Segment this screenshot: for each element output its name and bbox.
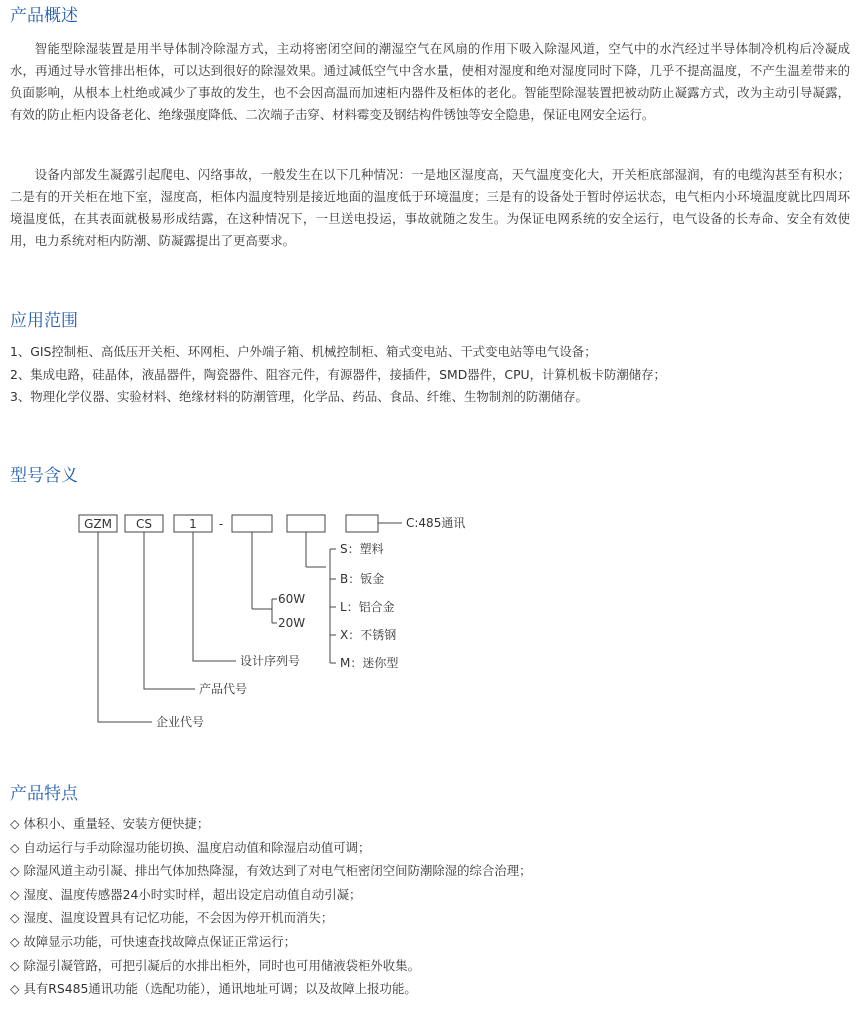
product-leader <box>144 532 195 689</box>
series-leader <box>193 532 236 661</box>
dash-separator: - <box>218 517 224 531</box>
model-heading: 型号含义 <box>10 466 78 486</box>
material-option-s: S：塑料 <box>340 542 384 556</box>
list-item: 1、GIS控制柜、高低压开关柜、环网柜、户外端子箱、机械控制柜、箱式变电站、干式变电站等电气设备； <box>10 344 597 359</box>
power-bracket <box>272 599 277 623</box>
material-option-m: M：迷你型 <box>340 656 399 670</box>
list-item: ◇ 湿度、温度传感器24小时实时样，超出设定启动值自动引凝； <box>10 886 362 902</box>
power-option-60w: 60W <box>278 592 306 606</box>
overview-paragraph-1: 智能型除湿装置是用半导体制冷除湿方式，主动将密闭空间的潮湿空气在风扇的作用下吸入除湿风道，空气中的水汽经过半导体制冷机构后冷凝成水，再通过导水管排出柜体，可以达到很好的除湿效果。通过减低空气中含水量，使相对湿度和绝对湿度同时下降，几乎不提高温度，不产生温差带来的负面影响，从根本上杜绝或减少了事故的发生，也不会因高温而加速柜内器件及柜体的老化。智能型除湿装置把被动防止凝露方式，改为主动引导凝露，有效的防止柜内设备老化、绝缘强度降低、二次端子击穿、材料霉变及钢结构件锈蚀等安全隐患，保证电网安全运行。 <box>10 41 850 122</box>
overview-heading: 产品概述 <box>10 6 78 26</box>
series-code-text: 1 <box>189 517 197 531</box>
list-item: ◇ 湿度、温度设置具有记忆功能，不会因为停开机而消失； <box>10 910 334 926</box>
company-label: 企业代号 <box>156 715 205 729</box>
power-option-20w: 20W <box>278 616 306 630</box>
list-item: ◇ 具有RS485通讯功能（选配功能），通讯地址可调；以及故障上报功能。 <box>10 981 417 997</box>
list-item: 3、物理化学仪器、实验材料、绝缘材料的防潮管理，化学品、药品、食品、纤维、生物制剂的防潮储存。 <box>10 389 588 404</box>
list-item: ◇ 除湿引凝管路，可把引凝后的水排出柜外，同时也可用储液袋柜外收集。 <box>10 957 420 973</box>
material-box <box>287 515 325 532</box>
product-code-text: CS <box>136 517 152 531</box>
list-item: ◇ 自动运行与手动除湿功能切换、温度启动值和除湿启动值可调； <box>10 839 371 855</box>
power-box <box>232 515 272 532</box>
list-item: ◇ 故障显示功能，可快速查找故障点保证正常运行； <box>10 933 297 949</box>
features-heading: 产品特点 <box>10 784 78 804</box>
material-option-b: B：钣金 <box>340 572 385 586</box>
applications-heading: 应用范围 <box>10 311 78 331</box>
series-label: 设计序列号 <box>240 654 301 668</box>
overview-paragraph-2: 设备内部发生凝露引起爬电、闪络事故，一般发生在以下几种情况：一是地区湿度高，天气温度变化大，开关柜底部湿润，有的电缆沟甚至有积水；二是有的开关柜在地下室，湿度高，柜体内温度特别是接近地面的温度低于环境温度；三是有的设备处于暂时停运状态，电气柜内小环境温度就比四周环境温度低，在其表面就极易形成结露，在这种情况下，一旦送电投运，事故就随之发生。为保证电网系统的安全运行，电气设备的长寿命、安全有效使用，电力系统对柜内防潮、防凝露提出了更高要求。 <box>10 167 850 248</box>
features-list <box>10 812 531 1001</box>
material-option-x: X：不锈钢 <box>340 628 397 642</box>
material-option-l: L：铝合金 <box>340 600 395 614</box>
list-item: 2、集成电路，硅晶体，液晶器件，陶瓷器件、阻容元件，有源器件，接插件，SMD器件，CPU，计算机板卡防潮储存； <box>10 366 666 382</box>
list-item: ◇ 除湿风道主动引凝、排出气体加热降湿，有效达到了对电气柜密闭空间防潮除湿的综合治理； <box>10 863 532 879</box>
model-code-diagram <box>0 505 858 745</box>
material-bracket <box>330 549 336 663</box>
applications-list <box>10 341 666 409</box>
list-item: ◇ 体积小、重量轻、安装方便快捷； <box>10 816 210 831</box>
comm-label: C:485通讯 <box>406 516 466 530</box>
product-label: 产品代号 <box>199 682 248 696</box>
comm-box <box>346 515 378 532</box>
company-code-text: GZM <box>84 517 112 531</box>
